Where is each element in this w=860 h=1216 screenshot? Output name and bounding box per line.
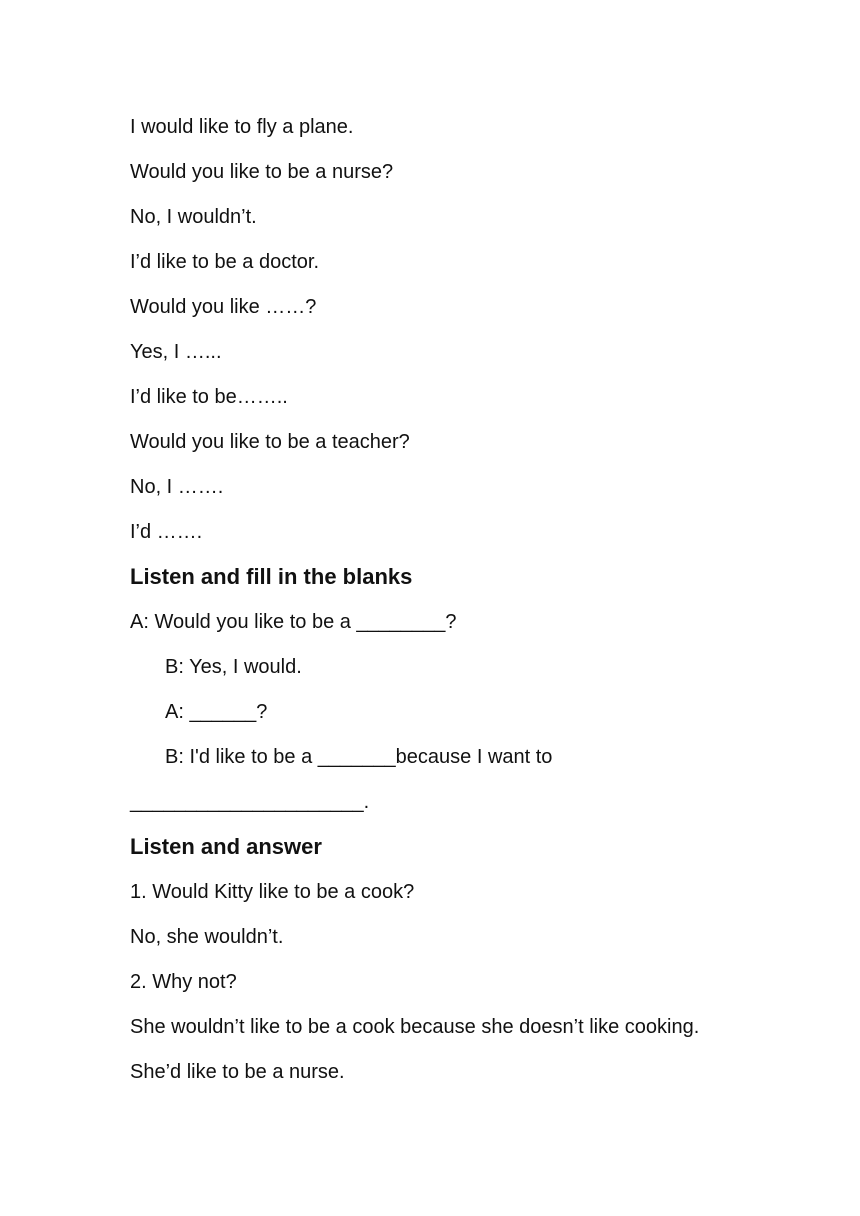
dialogue-line: A: Would you like to be a ________? (130, 611, 457, 633)
answer-line: No, she wouldn’t. (130, 926, 284, 948)
text-line: Would you like to be a teacher? (130, 431, 410, 453)
text-line: I’d ……. (130, 521, 203, 543)
question-line: 2. Why not? (130, 971, 237, 993)
dialogue-line: _____________________. (130, 791, 370, 813)
answer-line: She wouldn’t like to be a cook because she doesn’t like cooking. (130, 1016, 700, 1038)
text-line: I would like to fly a plane. (130, 116, 354, 138)
question-line: 1. Would Kitty like to be a cook? (130, 881, 415, 903)
text-line: No, I wouldn’t. (130, 206, 257, 228)
text-line: Would you like ……? (130, 296, 317, 318)
dialogue-line: B: I'd like to be a _______because I want to (165, 746, 553, 768)
document-content (130, 111, 770, 1101)
text-line: No, I ……. (130, 476, 224, 498)
text-line: Would you like to be a nurse? (130, 161, 394, 183)
section-heading-listen-answer: Listen and answer (130, 834, 322, 859)
text-line: I’d like to be…….. (130, 386, 288, 408)
answer-line: She’d like to be a nurse. (130, 1061, 345, 1083)
text-line: Yes, I …... (130, 341, 222, 363)
dialogue-line: B: Yes, I would. (165, 656, 302, 678)
text-line: I’d like to be a doctor. (130, 251, 320, 273)
section-heading-fill-blanks: Listen and fill in the blanks (130, 564, 413, 589)
dialogue-line: A: ______? (165, 701, 268, 723)
